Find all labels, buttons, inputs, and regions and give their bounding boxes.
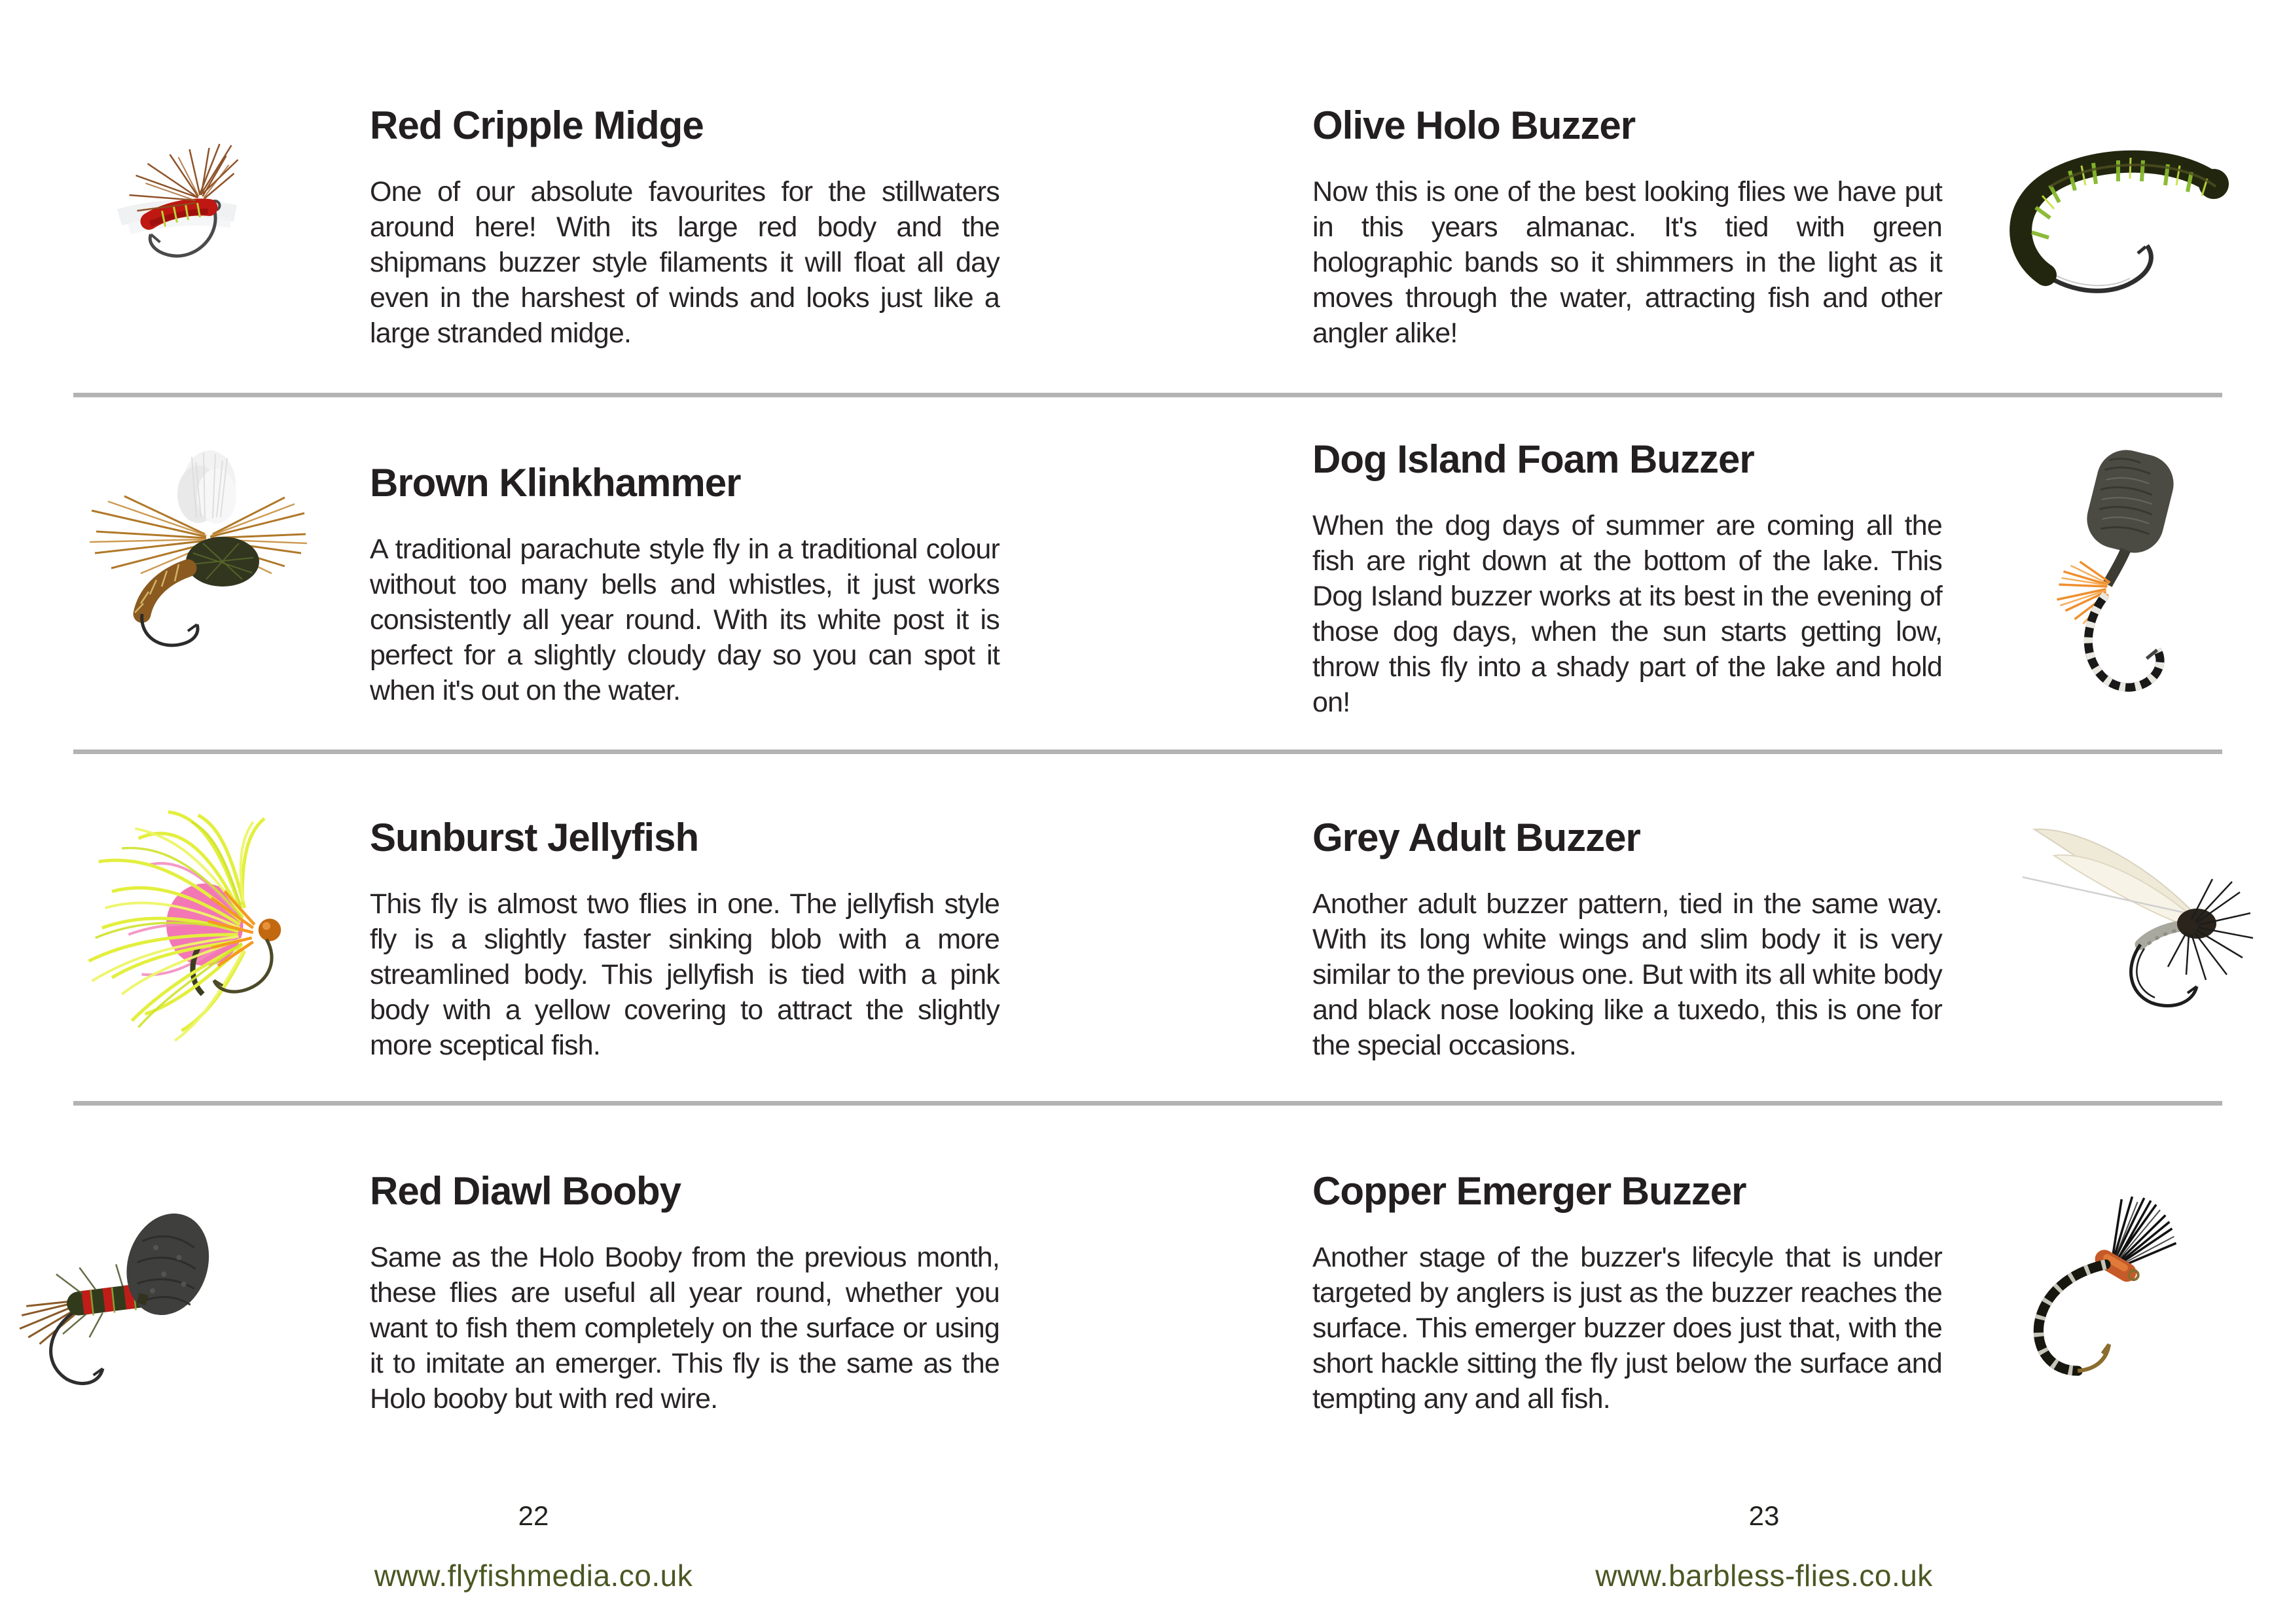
fly-entry	[1312, 105, 1942, 351]
right-page-website-link[interactable]: www.barbless-flies.co.uk	[1595, 1559, 1933, 1593]
fly-entry	[370, 105, 1000, 351]
fly-description: When the dog days of summer are coming all the fish are right down at the bottom of the lake. This Dog Island buzzer works at its best in the evening of those dog days, when the sun starts getting low, throw this fly into a shady part of the lake and hold on!	[1312, 510, 1942, 718]
section-divider	[73, 393, 2222, 397]
fly-entry	[1312, 817, 1942, 1063]
fly-title: Grey Adult Buzzer	[1312, 816, 1640, 859]
fly-title: Olive Holo Buzzer	[1312, 103, 1636, 147]
olive-holo-buzzer-fly-image	[1980, 147, 2242, 324]
fly-description: Another adult buzzer pattern, tied in the same way. With its long white wings and slim body it is very similar to the previous one. But with its all white body and black nose looking like a tuxedo, this is one for the special occasions.	[1312, 888, 1942, 1061]
right-page-footer	[1535, 1500, 1993, 1593]
section-divider	[73, 749, 2222, 754]
fly-description: Same as the Holo Booby from the previous month, these flies are useful all year round, whether you want to fish them completely on the surface or using it to imitate an emerger. This fly is the same as the Holo booby but with red wire.	[370, 1242, 1000, 1415]
fly-title: Sunburst Jellyfish	[370, 816, 699, 859]
grey-adult-buzzer-fly-image	[1993, 815, 2262, 1024]
fly-title: Dog Island Foam Buzzer	[1312, 437, 1754, 481]
fly-description: A traditional parachute style fly in a traditional colour without too many bells and whistles, it just works consistently all year round. With its white post it is perfect for a slightly cloudy day so you can spot it when it's out on the water.	[370, 533, 1000, 706]
red-cripple-midge-fly-image	[108, 137, 242, 275]
left-page-footer	[304, 1500, 763, 1593]
fly-title: Red Diawl Booby	[370, 1169, 681, 1213]
fly-title: Copper Emerger Buzzer	[1312, 1169, 1746, 1213]
fly-title: Red Cripple Midge	[370, 103, 704, 147]
fly-entry	[370, 462, 1000, 708]
left-page-website-link[interactable]: www.flyfishmedia.co.uk	[374, 1559, 693, 1593]
dog-island-foam-buzzer-fly-image	[2026, 444, 2193, 706]
fly-entry	[1312, 439, 1942, 720]
brown-klinkhammer-fly-image	[88, 445, 308, 661]
fly-entry	[1312, 1170, 1942, 1416]
fly-entry	[370, 1170, 1000, 1416]
sunburst-jellyfish-fly-image	[75, 792, 304, 1054]
fly-description: This fly is almost two flies in one. The jellyfish style fly is a slightly faster sinking blob with a more streamlined body. This jellyfish is tied with a pink body with a yellow covering to attract the slightly more sceptical fish.	[370, 888, 1000, 1061]
fly-description: Another stage of the buzzer's lifecyle that is under targeted by anglers is just as the buzzer reaches the surface. This emerger buzzer does just that, with the short hackle sitting the fly just below the surface and tempting any and all fish.	[1312, 1242, 1942, 1415]
section-divider	[73, 1101, 2222, 1106]
red-diawl-booby-fly-image	[16, 1201, 245, 1424]
left-page-number: 22	[518, 1500, 549, 1531]
fly-description: Now this is one of the best looking flies we have put in this years almanac. It's tied with green holographic bands so it shimmers in the light as it moves through the water, attracting fish and other angler alike!	[1312, 176, 1942, 349]
fly-title: Brown Klinkhammer	[370, 461, 741, 505]
fly-description: One of our absolute favourites for the stillwaters around here! With its large red body and the shipmans buzzer style filaments it will float all day even in the harshest of winds and looks just like a large stranded midge.	[370, 176, 1000, 349]
fly-entry	[370, 817, 1000, 1063]
right-page-number: 23	[1748, 1500, 1780, 1531]
copper-emerger-buzzer-fly-image	[1990, 1193, 2190, 1405]
